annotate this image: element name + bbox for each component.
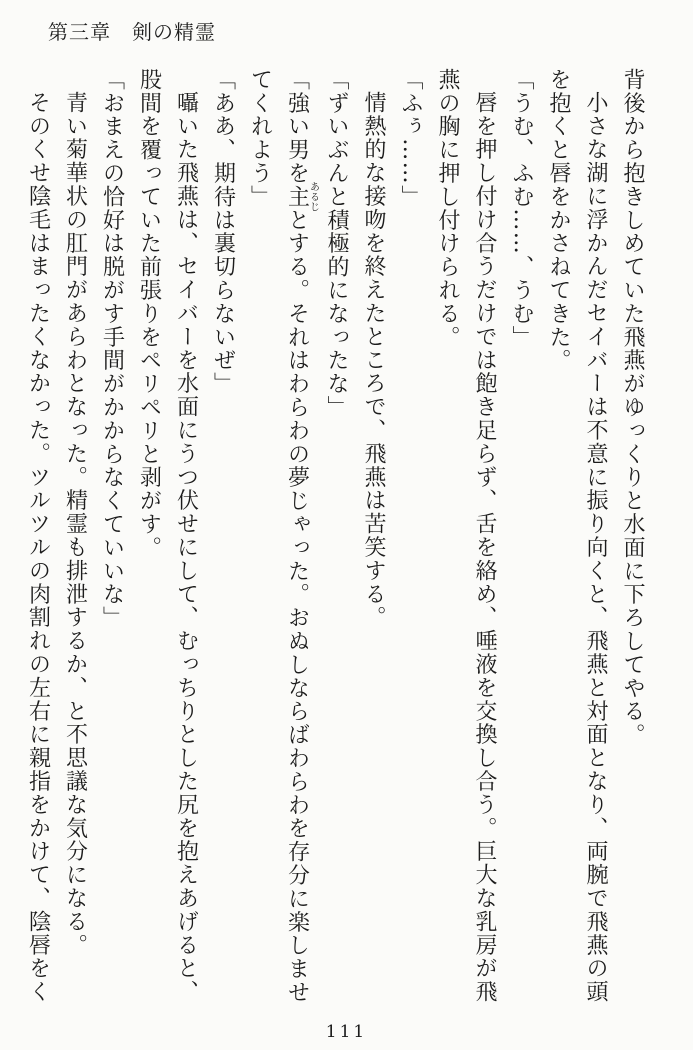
text-column: 囁いた飛燕は、セイバーを水面にうつ伏せにして、むっちりとした尻を抱えあげると、 xyxy=(173,91,199,1004)
text-column: 股間を覆っていた前張りをペリペリと剥がす。 xyxy=(136,68,162,560)
text-column: 「強い男を主あるじとする。それはわらわの夢じゃった。おぬしならばわらわを存分に楽しませ xyxy=(284,68,319,1005)
text-body xyxy=(20,68,652,1006)
text-column: そのくせ陰毛はまったくなかった。ツルツルの肉割れの左右に親指をかけて、陰唇をく xyxy=(25,91,51,1004)
text-column: 情熱的な接吻を終えたところで、飛燕は苦笑する。 xyxy=(361,91,386,630)
text-column: 「ずいぶんと積極的になったな」 xyxy=(324,68,349,419)
text-column: 「おまえの恰好は脱がす手間がかからなくていいな」 xyxy=(99,68,125,630)
text-column: 唇を押し付け合うだけでは飽き足らず、舌を絡め、唾液を交換し合う。巨大な乳房が飛 xyxy=(472,91,497,1004)
text-column: 「うむ、ふむ……、うむ」 xyxy=(509,68,534,349)
text-column: を抱くと唇をかさねてきた。 xyxy=(546,68,571,373)
chapter-header: 第三章 剣の精霊 xyxy=(48,20,216,44)
text-column: てくれよう」 xyxy=(247,68,273,209)
text-column: 「ふぅ……」 xyxy=(398,68,423,209)
text-column: 青い菊華状の肛門があらわとなった。精霊も排泄するか、と不思議な気分になる。 xyxy=(62,91,88,958)
text-column: 「ああ、期待は裏切らないぜ」 xyxy=(210,68,236,396)
text-column: 背後から抱きしめていた飛燕がゆっくりと水面に下ろしてやる。 xyxy=(620,68,645,747)
page-number: 111 xyxy=(325,1022,368,1042)
text-column: 小さな湖に浮かんだセイバーは不意に振り向くと、飛燕と対面となり、両腕で飛燕の頭 xyxy=(583,91,608,1004)
text-column: 燕の胸に押し付けられる。 xyxy=(435,68,460,349)
ruby-annotated-text: 主あるじ xyxy=(284,181,319,212)
